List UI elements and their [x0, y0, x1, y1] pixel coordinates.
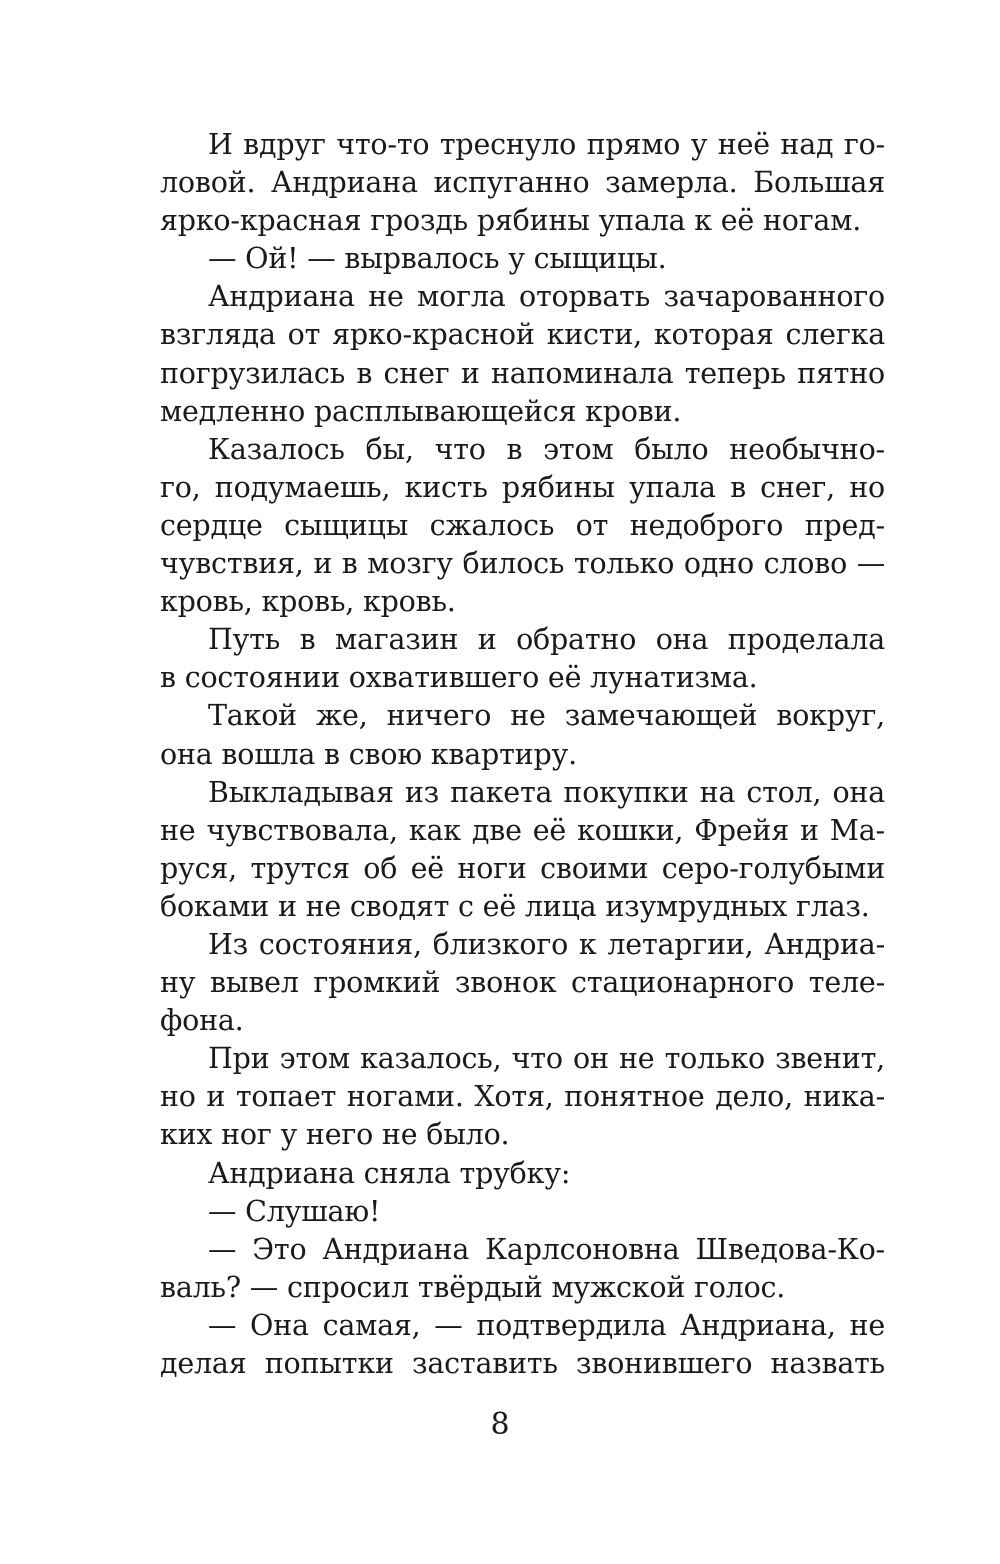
text-line: го, подумаешь, кисть рябины упала в снег, но — [160, 470, 885, 504]
text-line: ярко-красная гроздь рябины упала к её ногам. — [160, 204, 862, 238]
text-line: делая попытки заставить звонившего назвать — [160, 1347, 885, 1380]
text-line: Путь в магазин и обратно она проделала — [208, 623, 885, 657]
text-line: взгляда от ярко-красной кисти, которая слегка — [160, 318, 885, 352]
text-line: но и топает ногами. Хотя, понятное дело, ника- — [160, 1080, 885, 1114]
text-line: Казалось бы, что в этом было необычно- — [208, 432, 885, 466]
text-line: фона. — [160, 1004, 244, 1038]
text-line: руся, трутся об её ноги своими серо-голубыми — [160, 851, 885, 885]
text-line: она вошла в свою квартиру. — [160, 737, 577, 771]
text-line: Из состояния, близкого к летаргии, Андриа- — [208, 927, 885, 961]
text-line: — Ой! — вырвалось у сыщицы. — [208, 242, 667, 276]
text-line: Такой же, ничего не замечающей вокруг, — [208, 699, 885, 733]
text-line: ну вывел громкий звонок стационарного теле- — [160, 966, 885, 1000]
text-line: валь? — спросил твёрдый мужской голос. — [160, 1270, 786, 1304]
text-line: сердце сыщицы сжалось от недоброго пред- — [160, 508, 885, 542]
text-line: Выкладывая из пакета покупки на стол, она — [208, 775, 885, 809]
text-line: Андриана сняла трубку: — [208, 1156, 571, 1190]
text-line: И вдруг что-то треснуло прямо у неё над го- — [208, 128, 885, 161]
text-line: погрузилась в снег и напоминала теперь пятно — [160, 356, 885, 390]
text-line: — Она самая, — подтвердила Андриана, не — [208, 1308, 885, 1342]
text-line: кровь, кровь, кровь. — [160, 585, 456, 619]
text-line: ких ног у него не было. — [160, 1118, 510, 1152]
text-line: При этом казалось, что он не только звенит, — [208, 1042, 885, 1076]
text-line: медленно расплывающейся крови. — [160, 394, 682, 428]
text-line: — Это Андриана Карлсоновна Шведова-Ко- — [208, 1232, 885, 1266]
text-line: боками и не сводят с её лица изумрудных глаз. — [160, 889, 870, 923]
text-line: Андриана не могла оторвать зачарованного — [208, 280, 885, 314]
text-line: чувствия, и в мозгу билось только одно слово — — [160, 547, 885, 581]
page-number: 8 — [490, 1407, 510, 1442]
text-line: не чувствовала, как две её кошки, Фрейя и Ма- — [160, 813, 885, 847]
text-line: в состоянии охватившего её лунатизма. — [160, 661, 758, 695]
body-text — [160, 126, 885, 1383]
text-line: ловой. Андриана испуганно замерла. Большая — [160, 166, 885, 200]
text-line: — Слушаю! — [208, 1194, 381, 1228]
